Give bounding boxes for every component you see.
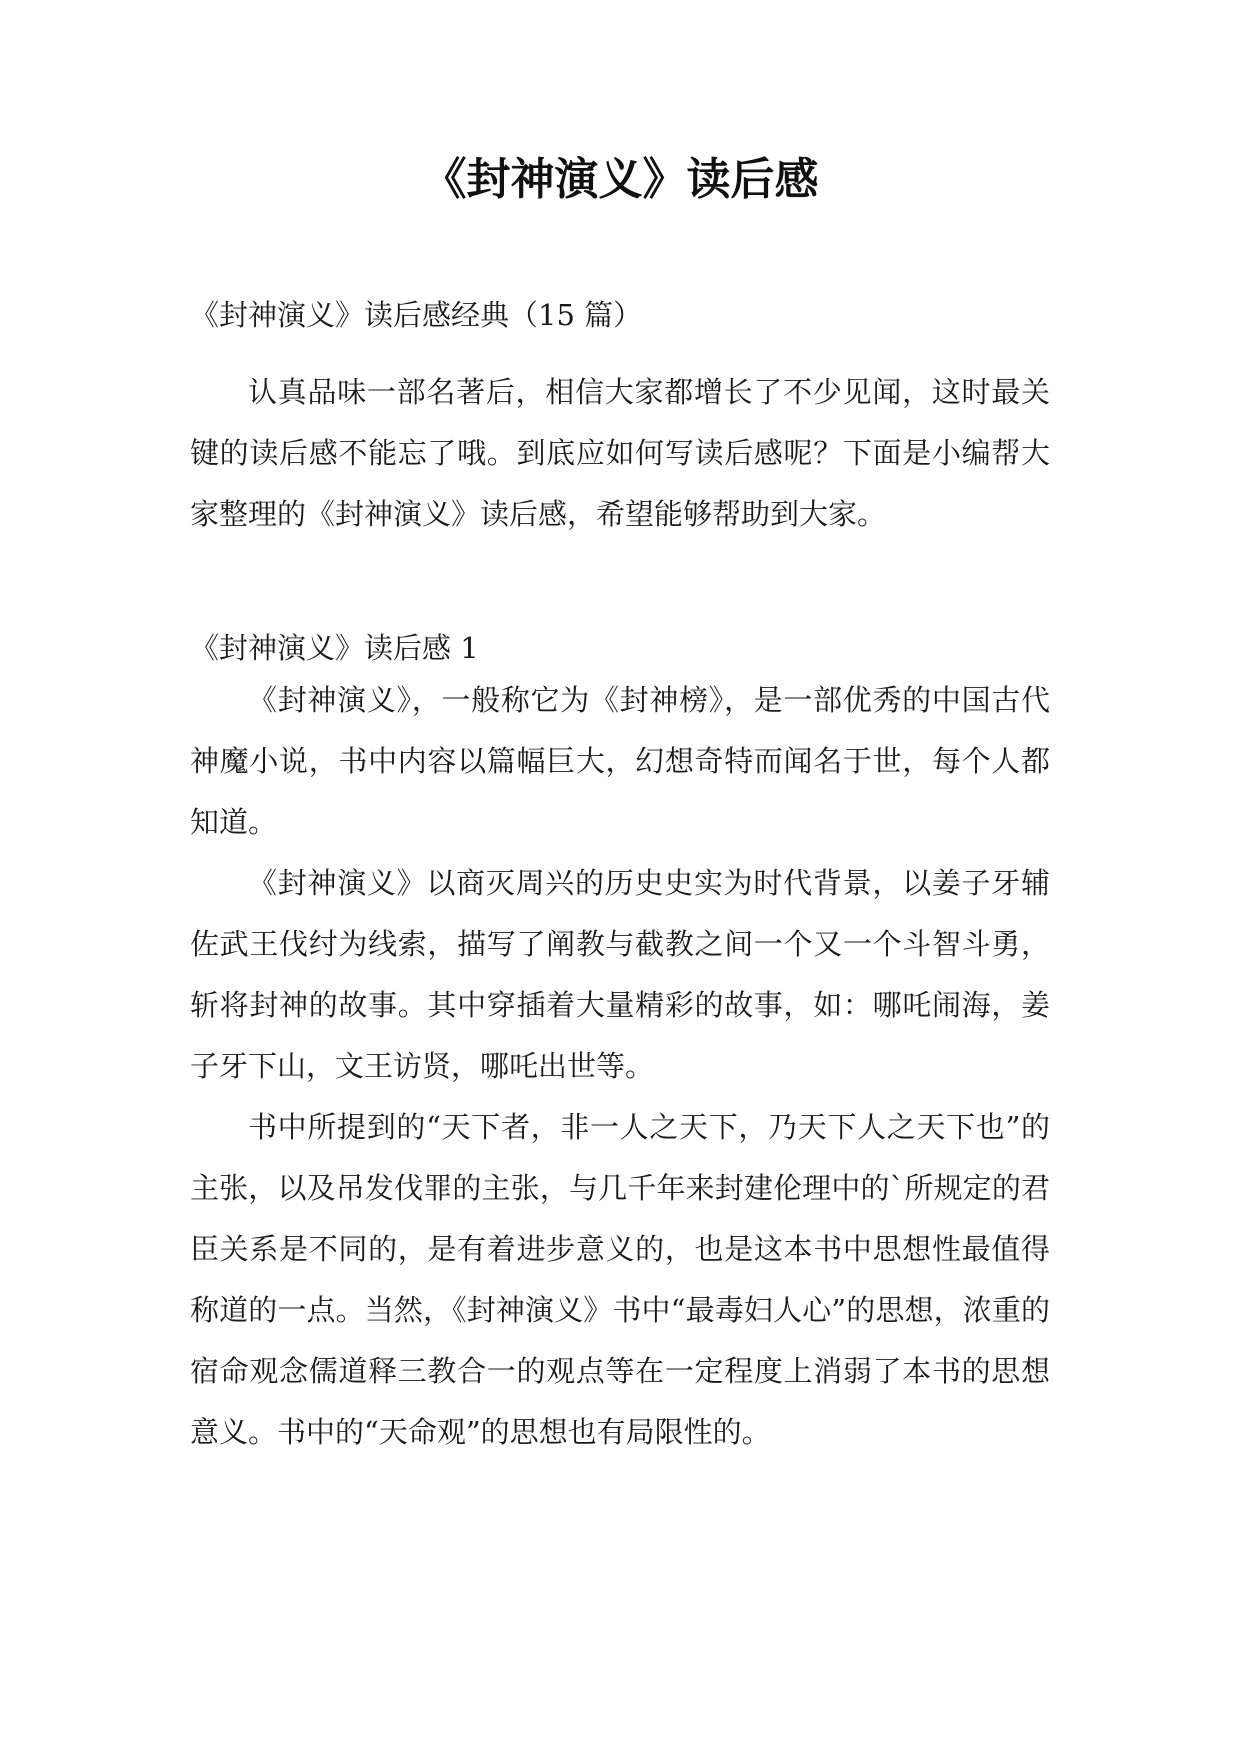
section-heading: 《封神演义》读后感 1 — [190, 631, 479, 665]
document-subtitle: 《封神演义》读后感经典（15 篇） — [190, 298, 643, 332]
body-paragraph-3: 书中所提到的“天下者，非一人之天下，乃天下人之天下也”的主张，以及吊发伐罪的主张，与几千年来封建伦理中的`所规定的君臣关系是不同的，是有着进步意义的，也是这本书中思想性最值得称道的一点。当然，《封神演义》书中“最毒妇人心”的思想，浓重的宿命观念儒道释三教合一的观点等在一定程度上消弱了本书的思想意义。书中的“天命观”的思想也有局限性的。 — [190, 1110, 1050, 1449]
body-paragraph-2: 《封神演义》以商灭周兴的历史史实为时代背景，以姜子牙辅佐武王伐纣为线索，描写了阐教与截教之间一个又一个斗智斗勇，斩将封神的故事。其中穿插着大量精彩的故事，如：哪吒闹海，姜子牙下山，文王访贤，哪吒出世等。 — [190, 866, 1050, 1083]
document-title: 《封神演义》读后感 — [422, 154, 819, 205]
intro-paragraph: 认真品味一部名著后，相信大家都增长了不少见闻，这时最关键的读后感不能忘了哦。到底应如何写读后感呢？下面是小编帮大家整理的《封神演义》读后感，希望能够帮助到大家。 — [190, 375, 1050, 531]
body-paragraph-1: 《封神演义》，一般称它为《封神榜》，是一部优秀的中国古代神魔小说，书中内容以篇幅巨大，幻想奇特而闻名于世，每个人都知道。 — [190, 683, 1050, 839]
